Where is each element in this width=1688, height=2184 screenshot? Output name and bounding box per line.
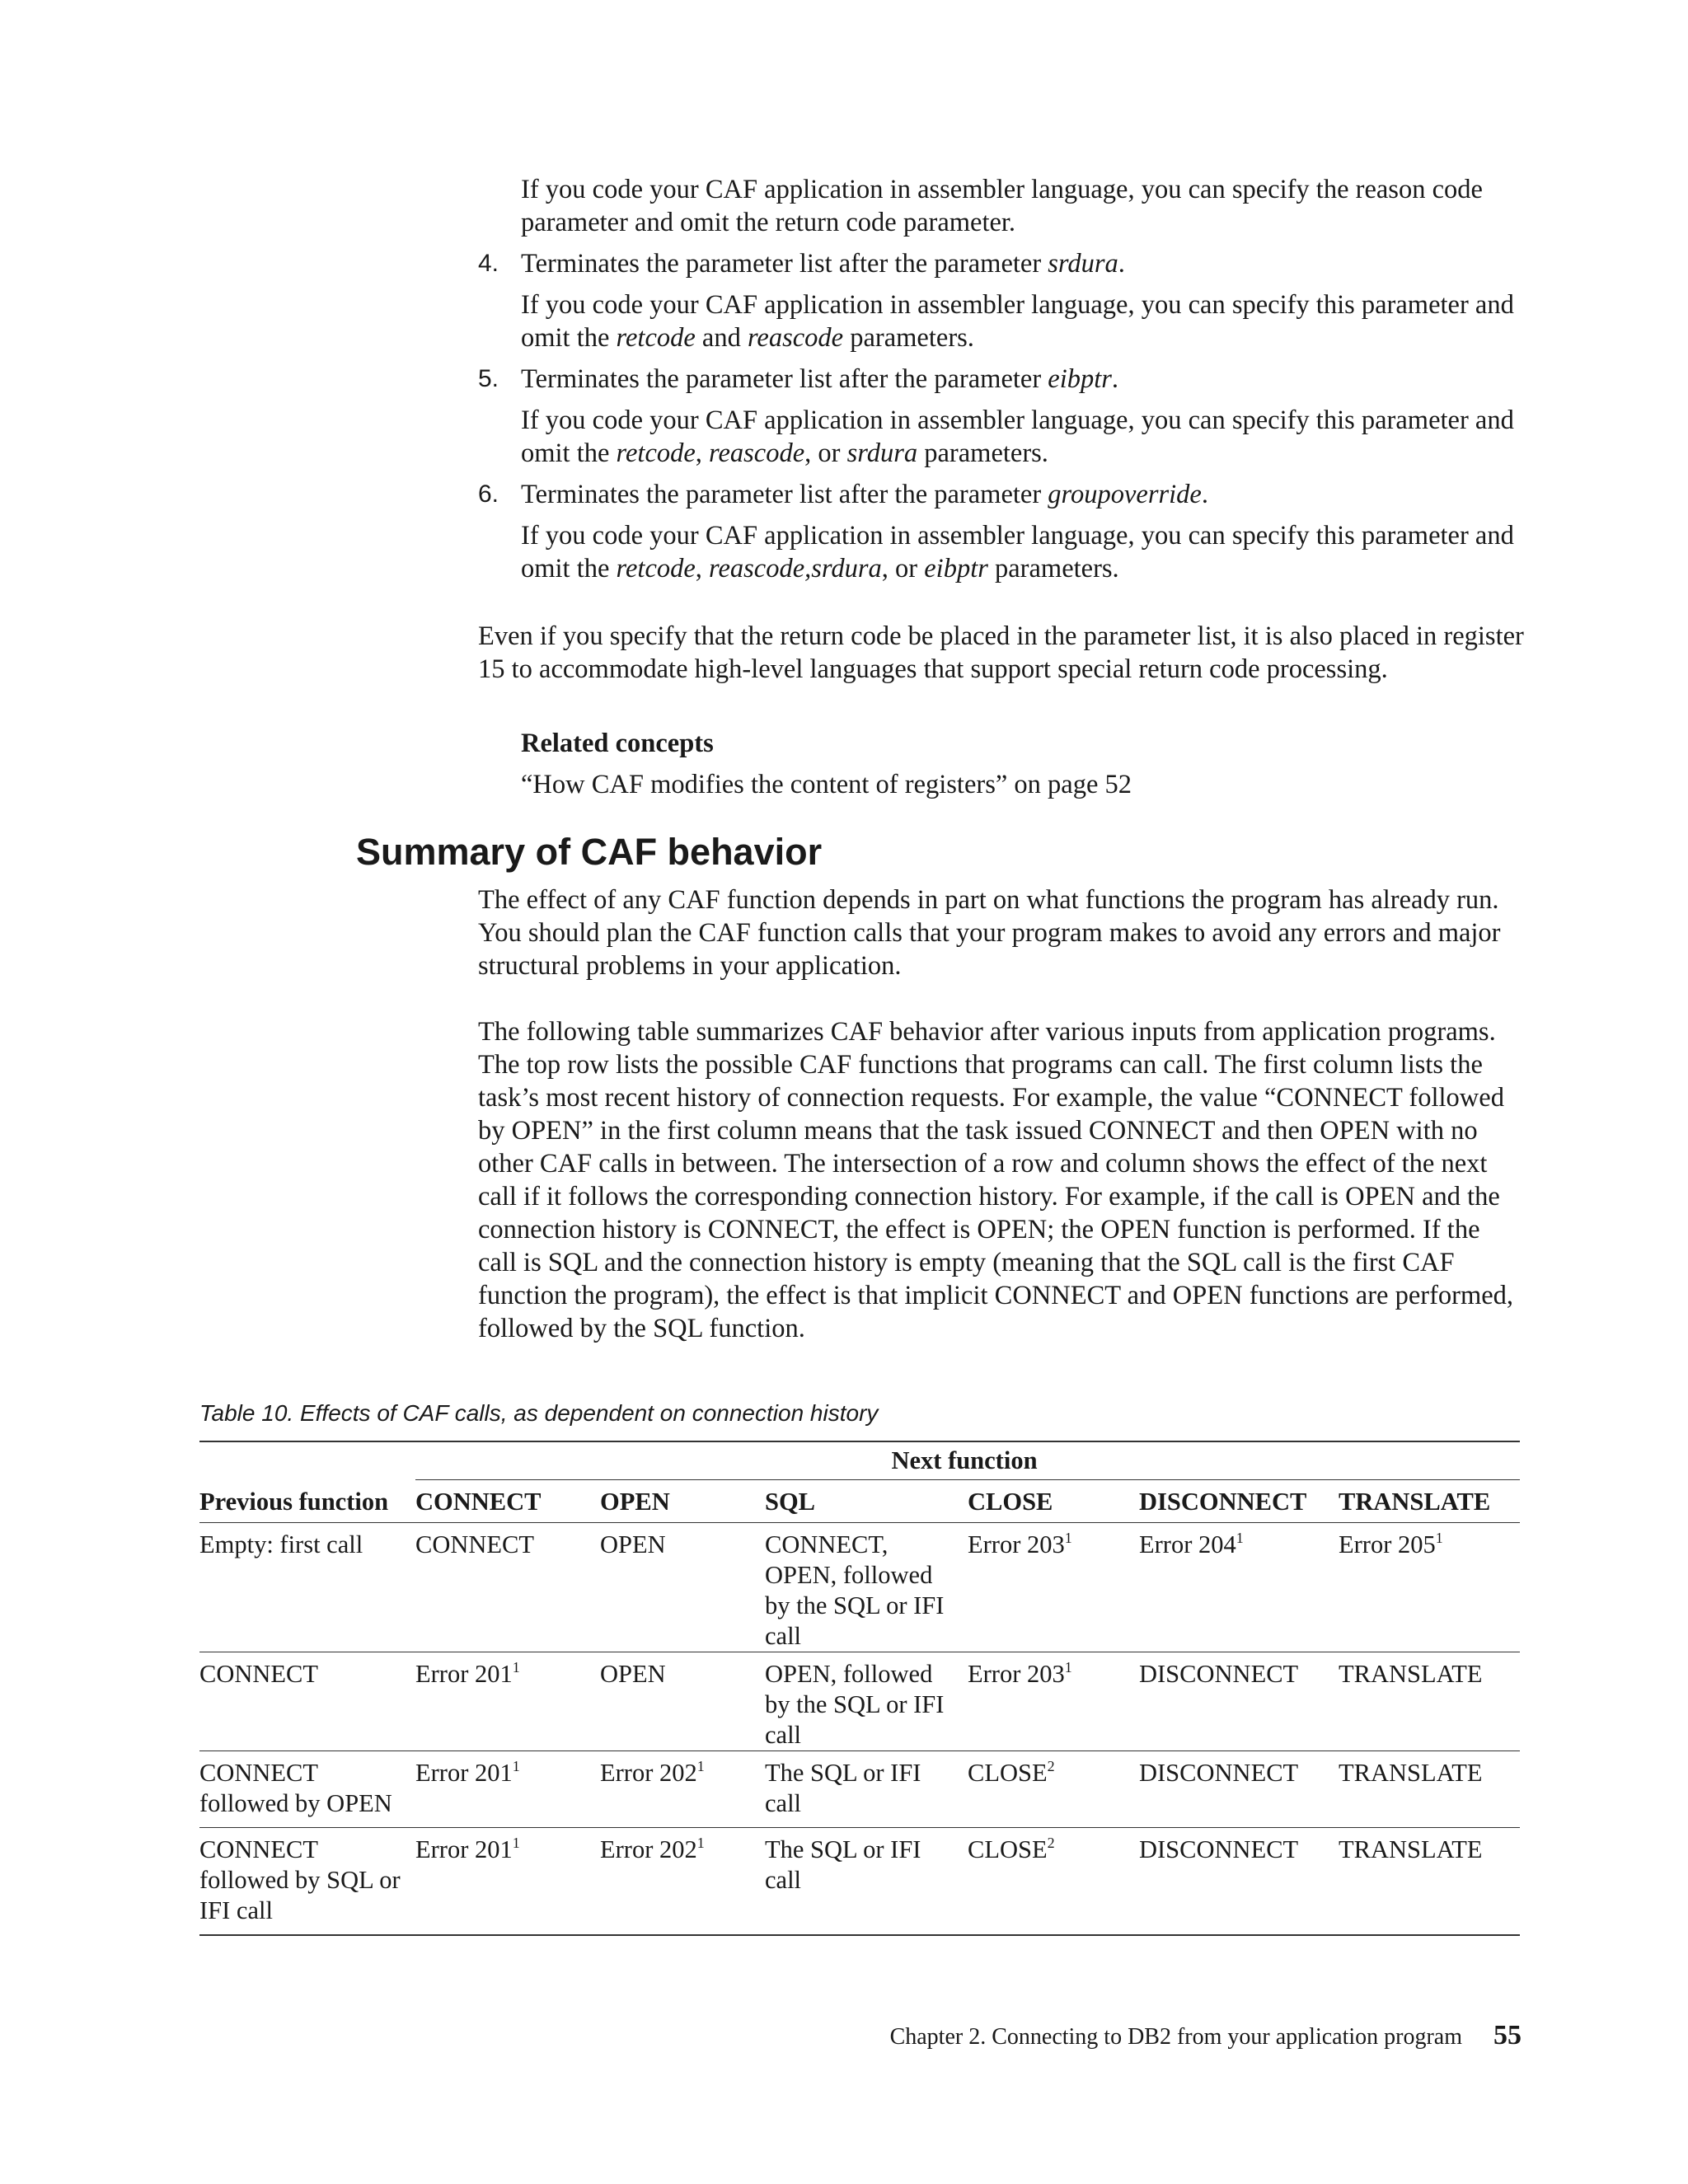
table-cell: OPEN, followed by the SQL or IFI call	[765, 1660, 945, 1749]
list-item-note: If you code your CAF application in assembler language, you can specify this parameter and omit the retcode and reascode parameters.	[521, 290, 1514, 353]
table-cell: Error $202^1$	[600, 1758, 705, 1787]
list-item-text: Terminates the parameter list after the parameter srdura.	[521, 249, 1125, 279]
table-header-row	[199, 1441, 1520, 1480]
related-concepts	[521, 727, 1525, 801]
previous-function-cell: CONNECT followed by OPEN	[199, 1759, 392, 1817]
intro-continuation	[521, 173, 1525, 239]
table-cell: Error $201^1$	[415, 1659, 520, 1688]
table-cell: OPEN	[600, 1530, 666, 1558]
table-cell: DISCONNECT	[1139, 1759, 1299, 1787]
list-item	[478, 363, 1525, 396]
related-concepts-heading: Related concepts	[521, 729, 714, 758]
table-row	[199, 1751, 1520, 1828]
intro-text: If you code your CAF application in assembler language, you can specify the reason code parameter and omit the return code parameter.	[521, 175, 1483, 237]
page-footer	[890, 2019, 1522, 2054]
previous-function-header: Previous function	[199, 1488, 389, 1516]
next-function-header: Next function	[415, 1441, 1520, 1480]
table-cell: Error $201^1$	[415, 1758, 520, 1787]
list-number: 5.	[478, 365, 499, 392]
table-cell: DISCONNECT	[1139, 1660, 1299, 1688]
column-header: CONNECT	[415, 1488, 542, 1516]
previous-function-cell: CONNECT followed by SQL or IFI call	[199, 1835, 401, 1924]
column-header: DISCONNECT	[1139, 1488, 1307, 1516]
column-header: TRANSLATE	[1339, 1488, 1491, 1516]
table-cell: Error $202^1$	[600, 1835, 705, 1863]
list-item-text: Terminates the parameter list after the parameter groupoverride.	[521, 480, 1208, 509]
column-header: SQL	[765, 1488, 816, 1516]
section-paragraph: The following table summarizes CAF behavior after various inputs from application programs. The top row lists the possible CAF functions that programs can call. The first column lists the task’s most recent history of connection requests. For example, the value “CONNECT followed by OPEN” in the first column means that the task issued CONNECT and then OPEN with no other CAF calls in between. The intersection of a row and column shows the effect of the next call if it follows the corresponding connection history. For example, if the call is OPEN and the connection history is CONNECT, the effect is OPEN; the OPEN function is performed. If the call is SQL and the connection history is empty (meaning that the SQL call is the first CAF function the program), the effect is that implicit CONNECT and OPEN functions are performed, followed by the SQL function.	[478, 1017, 1514, 1343]
previous-function-cell: CONNECT	[199, 1660, 319, 1688]
list-item-note: If you code your CAF application in assembler language, you can specify this parameter and omit the retcode, reascode, or srdura parameters.	[521, 405, 1514, 468]
page-number: 55	[1493, 2020, 1522, 2050]
table-row	[199, 1523, 1520, 1652]
list-number: 4.	[478, 250, 499, 277]
table-cell: Error $203^1$	[968, 1530, 1072, 1558]
list-number: 6.	[478, 480, 499, 508]
column-header: OPEN	[600, 1488, 670, 1516]
table-cell: Error $201^1$	[415, 1835, 520, 1863]
table-cell: CONNECT, OPEN, followed by the SQL or IFI call	[765, 1530, 945, 1650]
table-caption: Table 10. Effects of CAF calls, as dependent on connection history	[199, 1400, 879, 1426]
table-cell: TRANSLATE	[1339, 1759, 1483, 1787]
table-cell: The SQL or IFI call	[765, 1759, 921, 1817]
table-cell: The SQL or IFI call	[765, 1835, 921, 1894]
list-item	[478, 247, 1525, 280]
table-row	[199, 1652, 1520, 1751]
table-cell: Error $205^1$	[1339, 1530, 1443, 1558]
related-concepts-link[interactable]: “How CAF modifies the content of registers” on page 52	[521, 770, 1132, 799]
table-cell: CLOSE$^2$	[968, 1758, 1055, 1787]
return-code-paragraph: Even if you specify that the return code be placed in the parameter list, it is also placed in register 15 to accommodate high-level languages that support special return code processing.	[478, 621, 1524, 684]
table-cell: Error $204^1$	[1139, 1530, 1244, 1558]
list-item-text: Terminates the parameter list after the parameter eibptr.	[521, 364, 1119, 394]
column-header: CLOSE	[968, 1488, 1053, 1516]
numbered-list	[478, 247, 1525, 585]
list-item-note: If you code your CAF application in assembler language, you can specify this parameter and omit the retcode, reascode,srdura, or eibptr parameters.	[521, 521, 1514, 583]
table-cell: TRANSLATE	[1339, 1660, 1483, 1688]
table-cell: DISCONNECT	[1139, 1835, 1299, 1863]
table-row	[199, 1828, 1520, 1936]
previous-function-cell: Empty: first call	[199, 1530, 363, 1558]
section-body	[478, 883, 1525, 1345]
table-cell: CLOSE$^2$	[968, 1835, 1055, 1863]
list-item	[478, 478, 1525, 511]
table-cell: OPEN	[600, 1660, 666, 1688]
table-cell: TRANSLATE	[1339, 1835, 1483, 1863]
section-title: Summary of CAF behavior	[356, 831, 823, 873]
section-paragraph: The effect of any CAF function depends in part on what functions the program has already run. You should plan the CAF function calls that your program makes to avoid any errors and major structural problems in your application.	[478, 885, 1501, 981]
footer-chapter-title: Chapter 2. Connecting to DB2 from your application program	[889, 2024, 1462, 2050]
caf-effects-table	[199, 1441, 1520, 1936]
table-cell: CONNECT	[415, 1530, 535, 1558]
table-cell: Error $203^1$	[968, 1659, 1072, 1688]
